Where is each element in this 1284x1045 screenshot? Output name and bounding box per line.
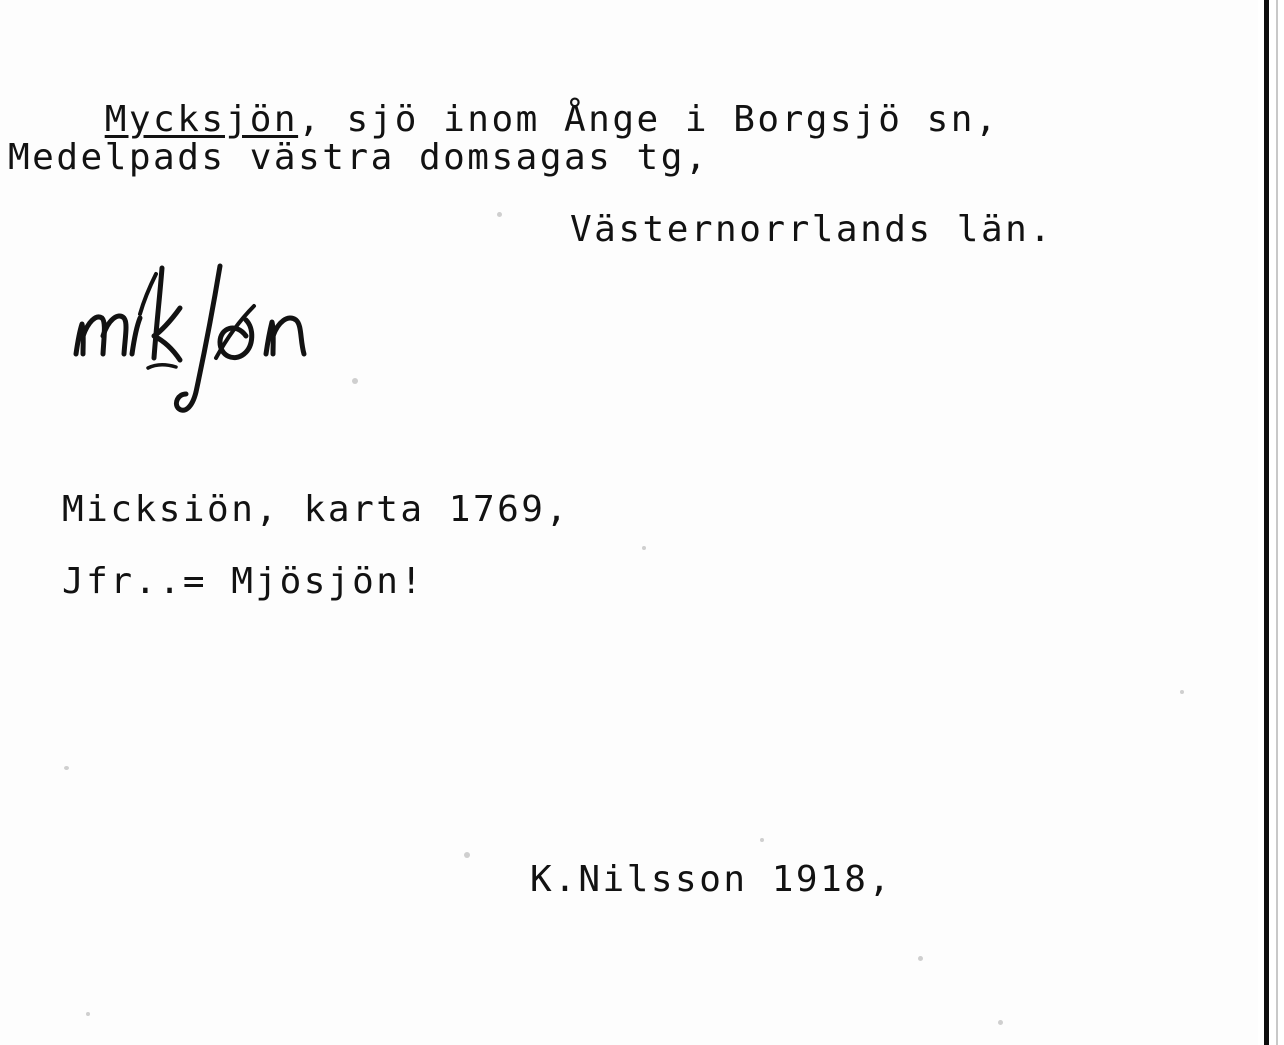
card-line-jurisdiction: Medelpads västra domsagas tg,: [8, 137, 710, 178]
paper-speckle: [998, 1020, 1003, 1025]
paper-speckle: [464, 852, 470, 858]
paper-speckle: [918, 956, 923, 961]
headword-rest: , sjö inom Ånge i Borgsjö sn,: [298, 99, 1000, 140]
scan-edge-border: [1258, 0, 1284, 1045]
paper-speckle: [1180, 690, 1184, 694]
card-line-cross-reference: Jfr..= Mjösjön!: [62, 561, 425, 602]
paper-speckle: [497, 212, 502, 217]
card-line-map-reference: Micksiön, karta 1769,: [62, 489, 570, 530]
paper-speckle: [64, 766, 69, 770]
handwritten-annotation: [70, 244, 370, 434]
paper-speckle: [642, 546, 646, 550]
headword-text: Mycksjön: [104, 99, 299, 140]
card-line-county: Västernorrlands län.: [570, 209, 1054, 250]
paper-speckle: [86, 1012, 90, 1016]
card-line-signature: K.Nilsson 1918,: [530, 859, 893, 900]
paper-speckle: [760, 838, 764, 842]
handwritten-annotation-ink: [70, 244, 370, 434]
